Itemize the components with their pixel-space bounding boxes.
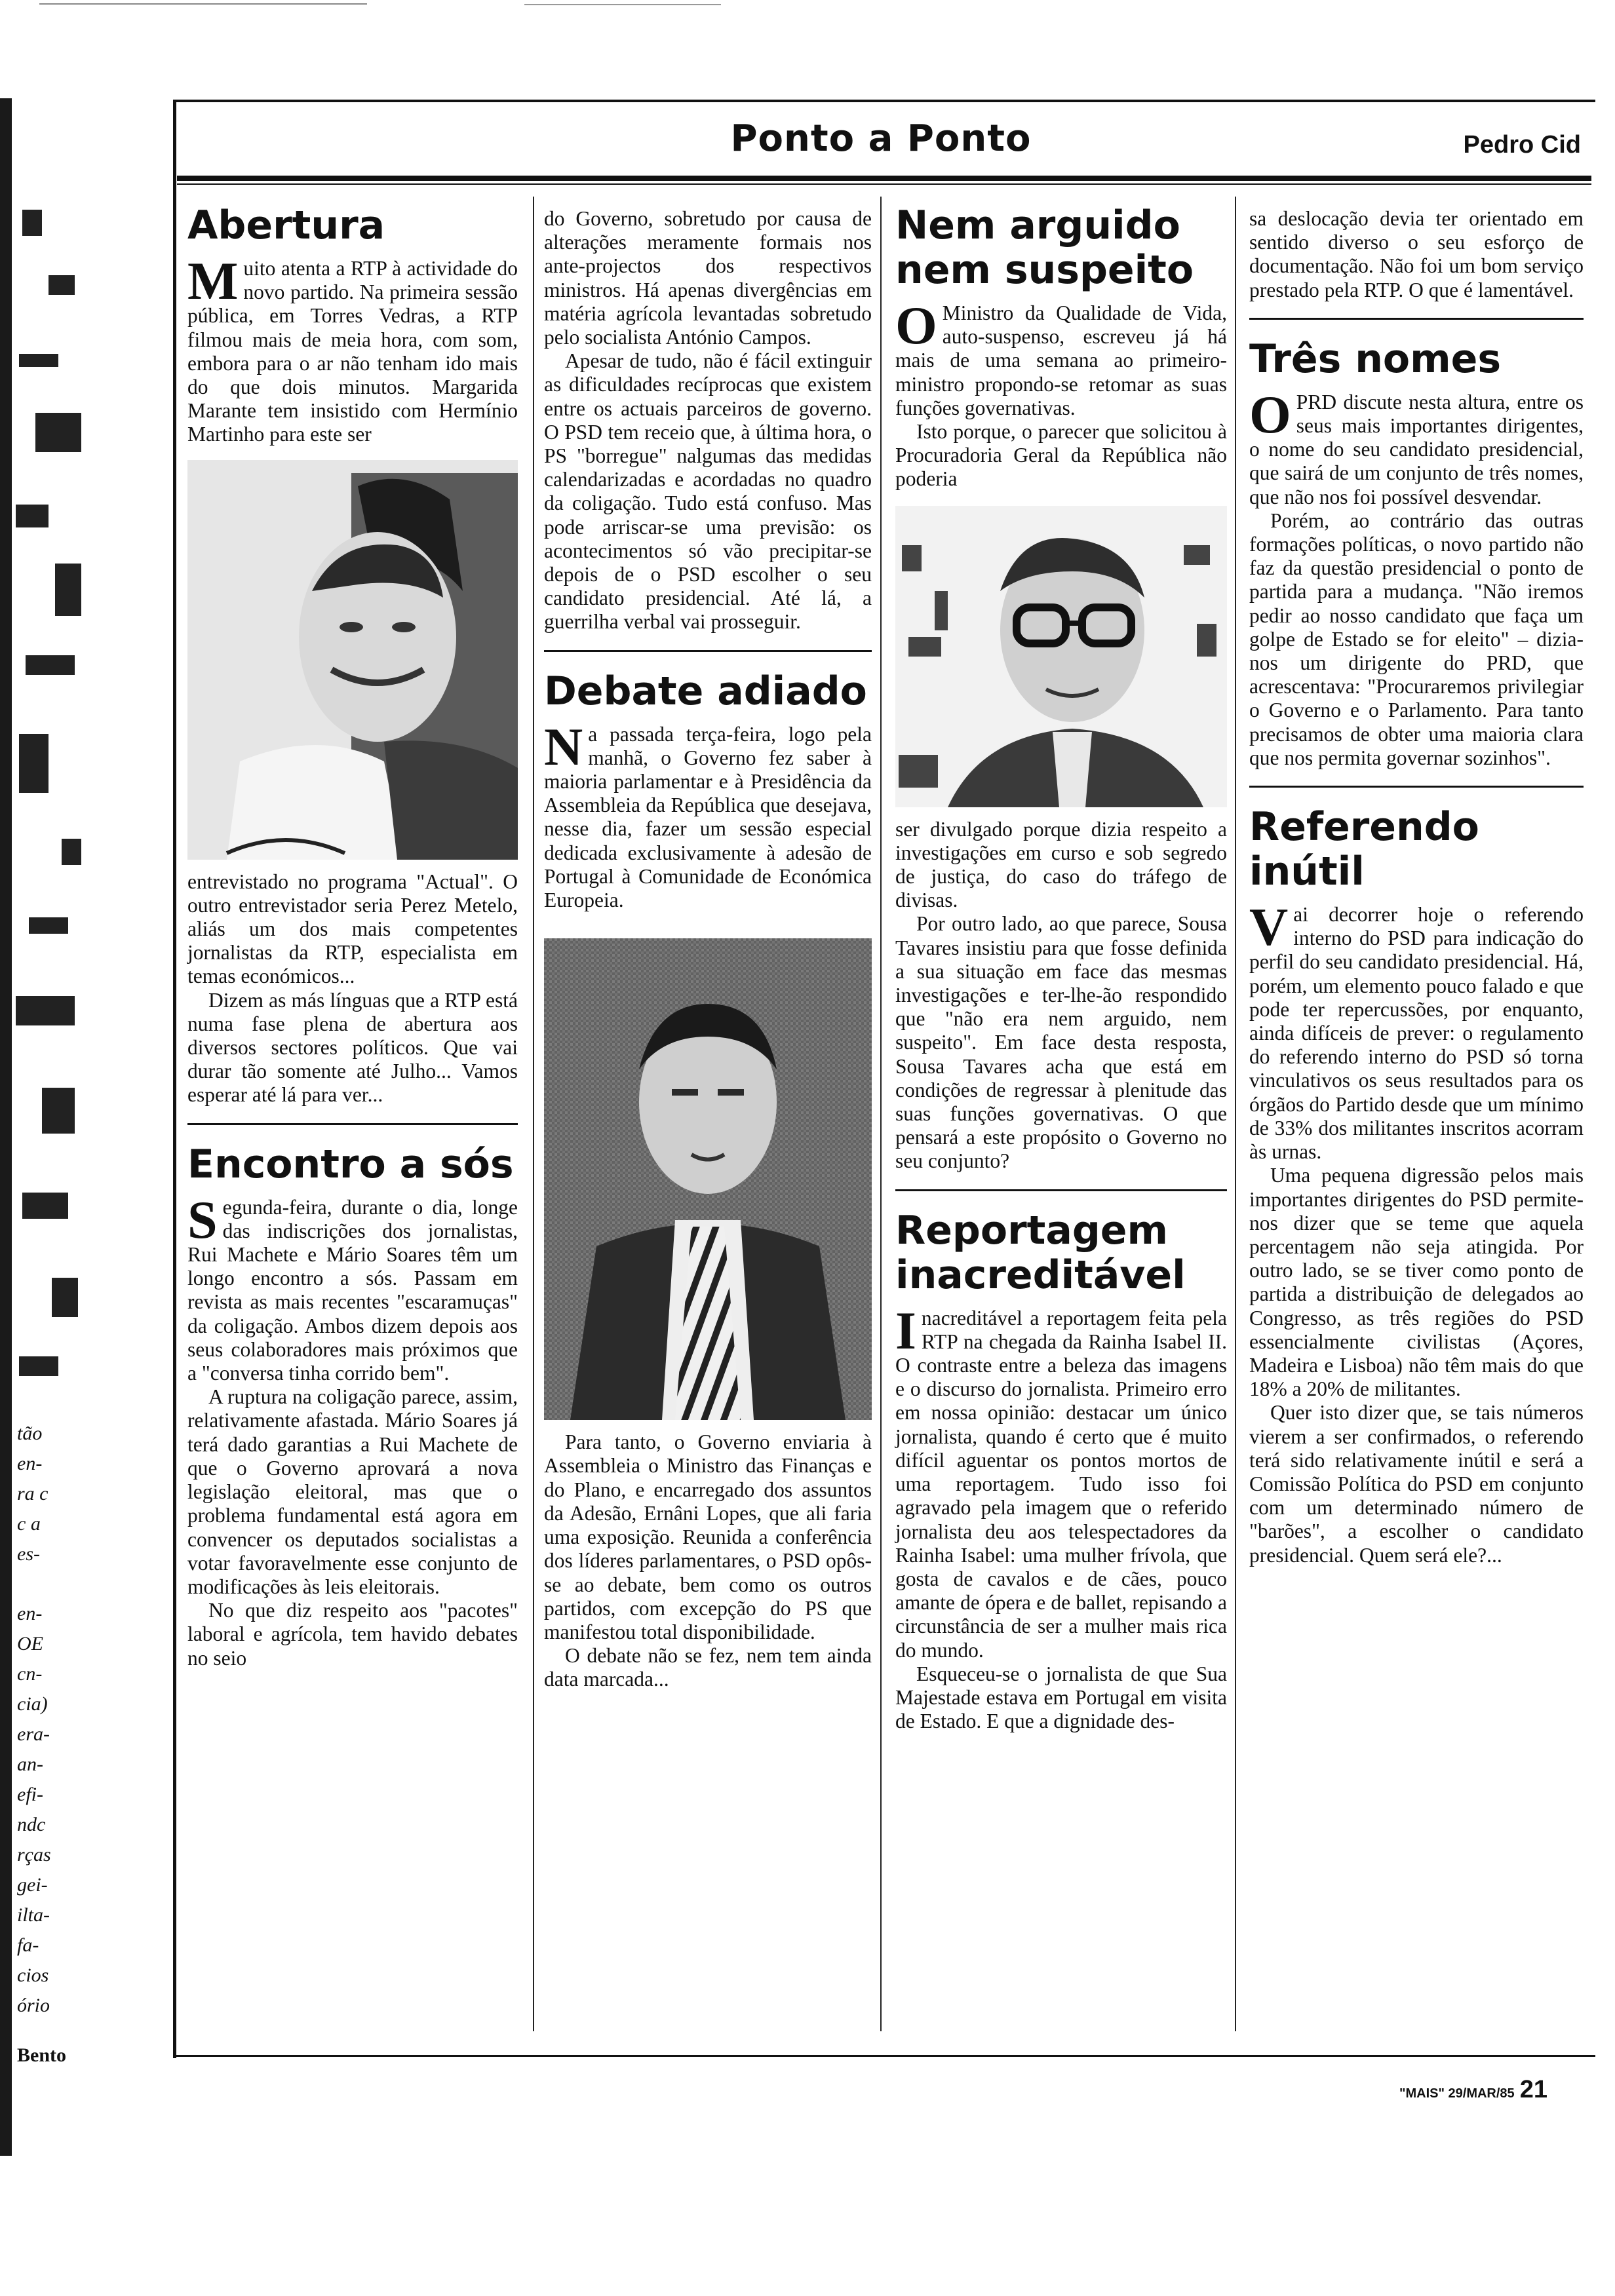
paragraph-text: PRD discute nesta altura, entre os seus mais importantes dirigentes, o nome do seu candidato presidencial, que sairá de um conjunto de três nomes, que não nos foi possível desvendar. xyxy=(1249,390,1584,508)
column-divider xyxy=(880,197,882,2031)
article-debate xyxy=(544,669,872,1692)
column-1 xyxy=(187,195,518,1670)
headline: Encontro a sós xyxy=(187,1141,514,1187)
portrait-image-man-with-glasses xyxy=(895,506,1227,807)
header-rule-thin xyxy=(177,183,1591,185)
article-paragraph: sa deslocação devia ter orientado em sentido diverso o seu esforço de documentação. Não foi um bom serviço prestado pela RTP. O que é lamentável. xyxy=(1249,207,1584,301)
article-paragraph: Dizem as más línguas que a RTP está numa fase plena de abertura aos diversos sectores políticos. Que vai durar tão somente até Julho... Vamos esperar até lá para ver... xyxy=(187,988,518,1107)
article-paragraph: Apesar de tudo, não é fácil extinguir as dificuldades recíprocas que existem entre os actuais parceiros de governo. O PSD tem receio que, à última hora, o PS "borregue" nalgumas das medidas calendarizadas e acordadas no quadro da coligação. Tudo está confuso. Mas pode arriscar-se uma previsão: os acontecimentos só vão precipitar-se depois de o PSD escolher o seu candidato presidencial. Até lá, a guerrilha verbal vai prosseguir. xyxy=(544,349,872,634)
article-paragraph: ser divulgado porque dizia respeito a investigações em curso e sob segredo de justiça, do caso do tráfego de divisas. xyxy=(895,817,1227,912)
article-nem-arguido xyxy=(895,203,1227,1174)
article-paragraph: Uma pequena digressão pelos mais importantes dirigentes do PSD permite-nos dizer que se teme que aquela percentagem não seja atingida. Por outro lado, se se tiver como ponto de partida a distribuição de delegados ao Congresso, as três regiões do PSD essencialmente civilistas (Açores, Madeira e Lisboa) não têm mais do que 18% a 20% de militantes. xyxy=(1249,1164,1584,1401)
column-divider xyxy=(533,197,534,2031)
portrait-image-man-smiling xyxy=(187,460,518,860)
article-paragraph: Por outro lado, ao que parece, Sousa Tavares insistiu para que fosse definida a sua situação em face das mesmas investigações e ter-lhe-ão respondido que "não era nem arguido, nem suspeito". Em face desta resposta, Sousa Tavares acha que está em condições de regressar à plenitude das suas funções governativas. O que pensará a este propósito o Governo no seu conjunto? xyxy=(895,912,1227,1173)
page-edge-bar xyxy=(0,98,12,2156)
section-divider xyxy=(1249,786,1584,788)
dropcap: V xyxy=(1249,897,1289,957)
paragraph-text: ai decorrer hoje o referendo interno do PSD para indicação do perfil do seu candidato presidencial. Há, porém, um elemento pouco falado e que pode ter repercussões, por enquanto, ainda difíceis de prever: o regulamento do referendo interno do PSD só torna vinculativos os seus resultados para os órgãos do Partido desde que um mínimo de 33% dos militantes inscritos acorram às urnas. xyxy=(1249,903,1584,1164)
article-paragraph xyxy=(1249,897,1584,1164)
article-paragraph: Porém, ao contrário das outras formações políticas, o novo partido não faz da questão presidencial o ponto de partida para a mudança. "Não iremos pedir ao nosso candidato que faça um golpe de Estado se for eleito" – dizia-nos um dirigente do PRD, que acrescentava: "Procuraremos privilegiar o Governo e o Parlamento. Para tanto precisamos de obter uma maioria clara que nos permita governar sozinhos". xyxy=(1249,508,1584,769)
article-continuation xyxy=(1249,207,1584,302)
column-2 xyxy=(544,207,872,1692)
section-divider xyxy=(895,1189,1227,1191)
article-paragraph: do Governo, sobretudo por causa de alterações meramente formais nos ante-projectos dos respectivos ministros. Há apenas divergências em matéria agrícola levantadas sobretudo pelo socialista António Campos. xyxy=(544,207,872,349)
paragraph-text: a passada terça-feira, logo pela manhã, o Governo fez saber à maioria parlamentar e à Presidência da Assembleia da República que desejava, nesse dia, fazer um sessão especial dedicada exclusivamente à adesão de Portugal à Comunidade de Económica Europeia. xyxy=(544,722,872,912)
fragment-line: ra c xyxy=(17,1483,49,1504)
article-paragraph xyxy=(895,1300,1227,1662)
top-edge-marks xyxy=(0,0,1615,7)
article-abertura xyxy=(187,203,518,1107)
fragment-line: ilta- xyxy=(17,1904,50,1926)
article-continuation xyxy=(544,207,872,634)
section-header xyxy=(173,108,1589,180)
column-divider xyxy=(1235,197,1236,2031)
fragment-line: efi- xyxy=(17,1784,43,1805)
fragment-line: en- xyxy=(17,1453,43,1474)
article-encontro xyxy=(187,1142,518,1670)
fragment-line: cia) xyxy=(17,1693,48,1715)
issue-label: "MAIS" 29/MAR/85 xyxy=(1399,2086,1515,2101)
dropcap: M xyxy=(187,251,239,311)
section-divider xyxy=(187,1123,518,1125)
section-title: Ponto a Ponto xyxy=(730,117,1032,160)
paragraph-text: Ministro da Qualidade de Vida, auto-suspenso, escreveu já há mais de uma semana ao primeiro-ministro propondo-se retomar as suas funções governativas. xyxy=(895,301,1227,419)
article-paragraph xyxy=(1249,384,1584,509)
article-reportagem xyxy=(895,1208,1227,1734)
fragment-line: Bento xyxy=(17,2044,66,2066)
header-rule xyxy=(177,176,1591,181)
paragraph-text: nacreditável a reportagem feita pela RTP na chegada da Rainha Isabel II. O contraste entre a beleza das imagens e o discurso do jornalista. Primeiro erro em nossa opinião: destacar um único jornalista, quando é certo que é muito difícil aguentar os pontos mortos de uma reportagem. Tudo isso foi agravado pela imagem que o referido jornalista deu aos telespectadores da Rainha Isabel: uma mulher frívola, que gosta de cavalos e de cães, pouco amante de ópera e de ballet, repisando a circunstância de ser a mulher mais rica do mundo. xyxy=(895,1306,1227,1662)
article-paragraph: O debate não se fez, nem tem ainda data marcada... xyxy=(544,1644,872,1691)
dropcap: O xyxy=(1249,384,1291,444)
fragment-line: rças xyxy=(17,1844,51,1866)
fragment-line: c a xyxy=(17,1513,41,1535)
portrait-image-man-in-suit xyxy=(544,938,872,1420)
headline: Três nomes xyxy=(1249,335,1502,382)
article-paragraph xyxy=(187,1189,518,1386)
headline: Reportagem inacreditável xyxy=(895,1207,1186,1298)
fragment-line: gei- xyxy=(17,1874,48,1896)
article-paragraph: Isto porque, o parecer que solicitou à Procuradoria Geral da República não poderia xyxy=(895,420,1227,491)
fragment-line: fa- xyxy=(17,1934,39,1956)
section-divider xyxy=(544,650,872,652)
paragraph-text: egunda-feira, durante o dia, longe das indiscrições dos jornalistas, Rui Machete e Mário Soares têm um longo encontro a sós. Passam em revista as mais recentes "escaramuças" da coligação. Ambos dizem depois aos seus colaboradores mais próximos que a "conversa tinha corrido bem". xyxy=(187,1195,518,1385)
fragment-line: cn- xyxy=(17,1663,43,1685)
fragment-line: tão xyxy=(17,1423,43,1444)
column-3 xyxy=(895,195,1227,1733)
article-tres-nomes xyxy=(1249,337,1584,770)
article-paragraph: No que diz respeito aos "pacotes" laboral e agrícola, tem havido debates no seio xyxy=(187,1599,518,1670)
dropcap: S xyxy=(187,1189,218,1250)
fragment-line: an- xyxy=(17,1753,43,1775)
fragment-line: era- xyxy=(17,1723,50,1745)
fragment-line: cios xyxy=(17,1964,49,1986)
adjacent-page-strip xyxy=(0,0,111,2296)
paragraph-text: uito atenta a RTP à actividade do novo partido. Na primeira sessão pública, em Torres Vedras, a RTP filmou mais de meia hora, com som, embora para o ar não tenham ido mais do que dois minutos. Margarida Marante tem insistido com Hermínio Martinho para este ser xyxy=(187,257,518,446)
article-paragraph: Quer isto dizer que, se tais números vierem a ser confirmados, o referendo terá sido relativamente inútil e será a Comissão Política do PSD em conjunto com um determinado número de "barões", a escolher o candidato presidencial. Quem será ele?... xyxy=(1249,1401,1584,1567)
fragment-line: OE xyxy=(17,1633,43,1655)
portrait-photo xyxy=(544,938,872,1420)
footer-rule xyxy=(173,2055,1595,2057)
fragment-line: ndc xyxy=(17,1814,46,1835)
article-paragraph: A ruptura na coligação parece, assim, relativamente afastada. Mário Soares já terá dado garantias a Rui Machete de que o Governo aprovará a nova legislação eleitoral, mas que o problema fundamental está agora em convencer os deputados socialistas a votar favoravelmente esse conjunto de modificações às leis eleitorais. xyxy=(187,1385,518,1598)
fragment-line: ório xyxy=(17,1995,50,2016)
article-paragraph xyxy=(544,716,872,913)
article-paragraph xyxy=(187,251,518,447)
section-divider xyxy=(1249,318,1584,320)
headline: Abertura xyxy=(187,202,385,248)
fragment-line: es- xyxy=(17,1543,40,1565)
portrait-photo xyxy=(895,506,1227,807)
page-number: 21 xyxy=(1519,2076,1547,2103)
headline: Nem arguido nem suspeito xyxy=(895,202,1194,293)
article-referendo xyxy=(1249,805,1584,1567)
article-paragraph: entrevistado no programa "Actual". O outro entrevistador seria Perez Metelo, aliás um dos mais competentes jornalistas da RTP, especialista em temas económicos... xyxy=(187,870,518,988)
column-4 xyxy=(1249,207,1584,1567)
headline: Debate adiado xyxy=(544,668,867,714)
author-name: Pedro Cid xyxy=(1463,131,1581,159)
dropcap: O xyxy=(895,296,937,355)
article-paragraph: Esqueceu-se o jornalista de que Sua Majestade estava em Portugal em visita de Estado. E que a dignidade des- xyxy=(895,1662,1227,1733)
fragment-line: en- xyxy=(17,1603,43,1624)
article-paragraph: Para tanto, o Governo enviaria à Assembleia o Ministro das Finanças e do Plano, e encarregado dos assuntos da Adesão, Ernâni Lopes, que ali faria uma exposição. Reunida a conferência dos líderes parlamentares, o PSD opôs-se ao debate, bem como os outros partidos, com excepção do PS que manifestou total disponibilidade. xyxy=(544,1430,872,1643)
portrait-photo xyxy=(187,460,518,860)
dropcap: N xyxy=(544,716,583,776)
dropcap: I xyxy=(895,1300,916,1360)
headline: Referendo inútil xyxy=(1249,804,1479,895)
page-footer xyxy=(1399,2076,1547,2104)
halftone-fragment xyxy=(16,197,94,1409)
article-paragraph xyxy=(895,296,1227,420)
